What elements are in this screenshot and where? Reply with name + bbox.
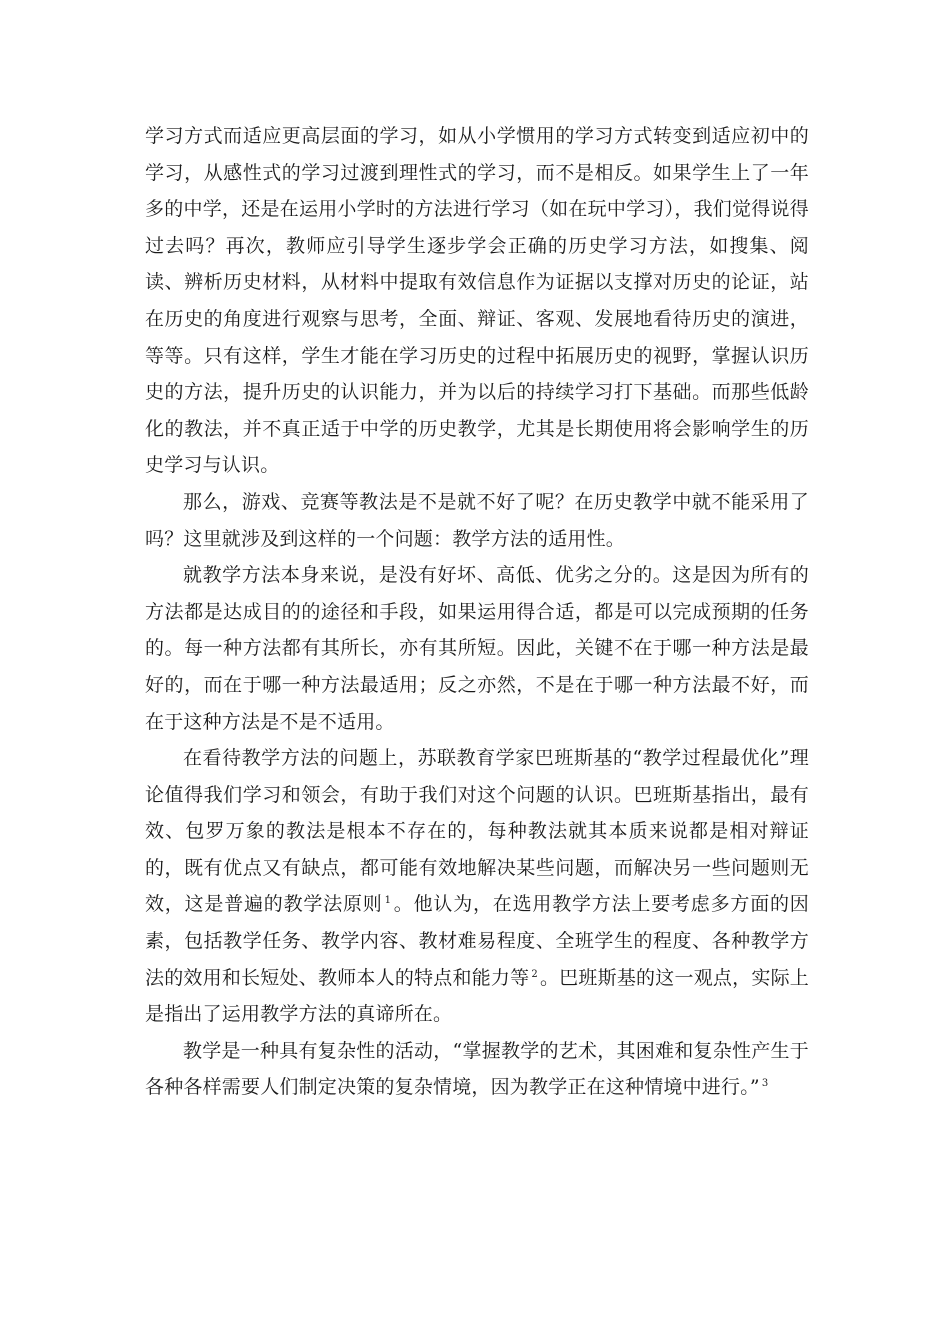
paragraph [145,484,809,557]
paragraph [145,1033,809,1106]
text-run: 就教学方法本身来说，是没有好坏、高低、优劣之分的。这是因为所有的方法都是达成目的的途径和手段，如果运用得合适，都是可以完成预期的任务的。每一种方法都有其所长，亦有其所短。因此，关键不在于哪一种方法是最好的，而在于哪一种方法最适用；反之亦然，不是在于哪一种方法最不好，而在于这种方法是不是不适用。 [145,564,809,733]
text-run: 。他认为，在选用教学方法上要考虑多方面的因素，包括教学任务、教学内容、教材难易程度、全班学生的程度、各种教学方法的效用和长短处、教师本人的特点和能力等 [145,893,810,989]
footnote-marker: 1 [384,895,392,907]
text-run: 教学是一种具有复杂性的活动，“掌握教学的艺术，其困难和复杂性产生于各种各样需要人们制定决策的复杂情境，因为教学正在这种情境中进行。” [145,1039,809,1099]
text-run: 。巴班斯基的这一观点，实际上是指出了运用教学方法的真谛所在。 [145,966,809,1026]
footnote-marker: 3 [761,1078,769,1090]
paragraph [145,740,809,1033]
paragraph [145,118,809,484]
text-run: 学习方式而适应更高层面的学习，如从小学惯用的学习方式转变到适应初中的学习，从感性式的学习过渡到理性式的学习，而不是相反。如果学生上了一年多的中学，还是在运用小学时的方法进行学习（如在玩中学习），我们觉得说得过去吗？再次，教师应引导学生逐步学会正确的历史学习方法，如搜集、阅读、辨析历史材料，从材料中提取有效信息作为证据以支撑对历史的论证，站在历史的角度进行观察与思考，全面、辩证、客观、发展地看待历史的演进，等等。只有这样，学生才能在学习历史的过程中拓展历史的视野，掌握认识历史的方法，提升历史的认识能力，并为以后的持续学习打下基础。而那些低龄化的教法，并不真正适于中学的历史教学，尤其是长期使用将会影响学生的历史学习与认识。 [145,125,809,477]
text-run: 在看待教学方法的问题上，苏联教育学家巴班斯基的“教学过程最优化”理论值得我们学习和领会，有助于我们对这个问题的认识。巴班斯基指出，最有效、包罗万象的教法是根本不存在的，每种教法就其本质来说都是相对辩证的，既有优点又有缺点，都可能有效地解决某些问题，而解决另一些问题则无效，这是普遍的教学法原则 [145,747,809,916]
body-text [145,118,809,1106]
footnote-marker: 2 [531,968,538,980]
paragraph [145,557,809,740]
text-run: 那么，游戏、竞赛等教法是不是就不好了呢？在历史教学中就不能采用了吗？这里就涉及到这样的一个问题：教学方法的适用性。 [145,490,809,550]
